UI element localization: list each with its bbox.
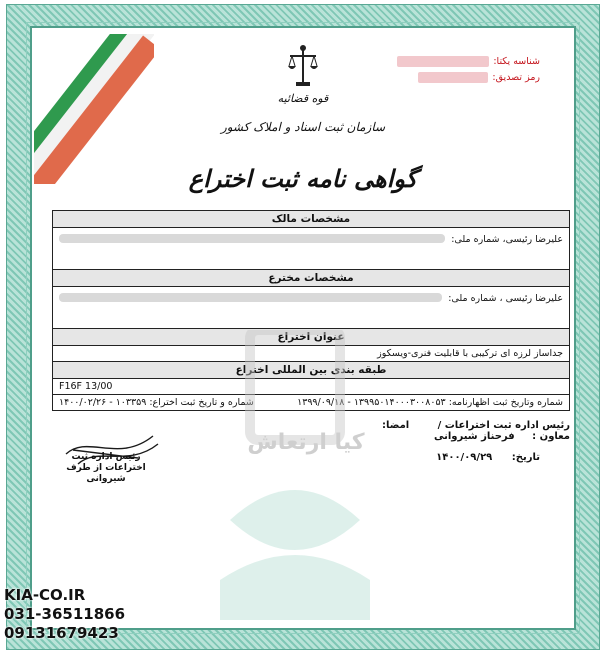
- inventor-row: [53, 287, 569, 329]
- watermark-text: کیا ارتعاش: [247, 430, 365, 455]
- stamp-caption: رئیس اداره ثبت اختراعات از طرف شیروانی: [66, 452, 146, 484]
- iran-flag-ribbon: [34, 34, 154, 184]
- registration-label: شماره و تاریخ ثبت اختراع:: [149, 397, 254, 408]
- unique-id-label: شناسه یکتا:: [493, 56, 540, 67]
- organization-name: سازمان ثبت اسناد و املاک کشور: [220, 120, 386, 134]
- watermark-seal-icon: [210, 330, 380, 620]
- invention-title: جداساز لرزه ای ترکیبی با قابلیت فنری-ویسکوز: [377, 348, 563, 359]
- owner-heading: مشخصات مالک: [53, 211, 569, 228]
- redacted-inventor-details: [59, 293, 442, 302]
- owner-row: [53, 228, 569, 270]
- contact-overlay: [4, 586, 144, 643]
- site-url: KIA-CO.IR: [4, 586, 86, 604]
- certificate-title: گواهی نامه ثبت اختراع: [188, 164, 418, 193]
- registration-value: ۱۰۳۳۵۹ - ۱۴۰۰/۰۲/۲۶: [59, 397, 147, 408]
- declaration-value: ۱۳۹۹۵۰۱۴۰۰۰۳۰۰۸۰۵۳ - ۱۳۹۹/۰۹/۱۸: [297, 397, 446, 408]
- owner-line: علیرضا رئیسی، شماره ملی:: [451, 234, 563, 245]
- ipc-code: F16F 13/00: [59, 381, 113, 392]
- redacted-owner-details: [59, 234, 445, 243]
- phone-2: 09131679423: [4, 624, 119, 642]
- declaration-label: شماره وتاریخ ثبت اظهارنامه:: [448, 397, 563, 408]
- invention-title-heading: عنوان اختراع: [53, 329, 569, 346]
- date-value: ۱۴۰۰/۰۹/۲۹: [436, 452, 493, 463]
- scales-of-justice-icon: [286, 44, 320, 88]
- verify-code-label: رمز تصدیق:: [492, 72, 540, 83]
- date-label: تاریخ:: [511, 452, 540, 463]
- ipc-heading: طبقه بندی بین المللی اختراع: [53, 362, 569, 379]
- judiciary-label: قوه قضائیه: [277, 92, 329, 105]
- phone-1: 031-36511866: [4, 605, 126, 623]
- sign-label: امضا:: [382, 420, 410, 431]
- signatory-role-label: رئیس اداره ثبت اختراعات /معاون :: [437, 420, 570, 442]
- certificate-meta: [397, 54, 540, 86]
- inventor-heading: مشخصات مخترع: [53, 270, 569, 287]
- signatory-name: فرحناز شیروانی: [433, 431, 515, 442]
- redacted-unique-id: [397, 56, 489, 67]
- date-row: [420, 452, 540, 463]
- inventor-line: علیرضا رئیسی ، شماره ملی:: [448, 293, 563, 304]
- redacted-verify-code: [418, 72, 488, 83]
